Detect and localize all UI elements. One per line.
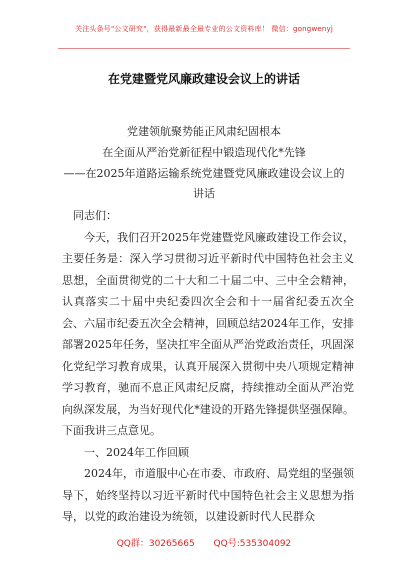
document-title: 在党建暨党风廉政建设会议上的讲话 — [107, 72, 300, 86]
subtitle-line-1: 党建领航聚势能正风肃纪固根本 — [127, 125, 281, 138]
paragraph-2: 2024年，市道服中心在市委、市政府、局党组的坚强领导下，始终坚持以习近平新时代中国特色社会主义思想为指导，以党的政治建设为统领，以建设新时代人民群众 — [62, 467, 354, 523]
subtitle-line-2: 在全面从严治党新征程中锻造现代化*先锋 — [102, 146, 306, 159]
footer-qq-number: QQ号:535304092 — [213, 539, 292, 549]
footer-qq-group: QQ群：30265665 — [116, 539, 195, 549]
subtitle-line-3: ——在2025年道路运输系统党建暨党风廉政建设会议上的 — [63, 167, 345, 180]
greeting: 同志们： — [73, 209, 117, 222]
header-divider — [58, 48, 350, 49]
section-1-heading: 一、2024年工作回顾 — [84, 445, 189, 459]
subtitle-line-4: 讲话 — [193, 187, 215, 200]
document-body — [62, 205, 354, 528]
paragraph-1: 今天，我们召开2025年党建暨党风廉政建设工作会议，主要任务是：深入学习贯彻习近平新时代中国特色社会主义思想，全面贯彻党的二十大和二十届二中、三中全会精神，认真落实二十届中央纪委四次全会和十一届省纪委五次全会、六届市纪委五次全会精神，回顾总结2024年工作，安排部署2025年任务，坚决扛牢全面从严治党政治责任，巩固深化党纪学习教育成果，认真开展深入贯彻中央八项规定精神学习教育，驰而不息正风肃纪反腐，持续推动全面从严治党向纵深发展，为当好现代化*建设的开路先锋提供坚强保障。下面我讲三点意见。 — [62, 230, 354, 437]
header-banner: 关注头条号"公文研究"，获得最新最全最专业的公文资料库！ 微信：gongwenyj — [74, 25, 334, 33]
footer-contact — [0, 536, 408, 549]
